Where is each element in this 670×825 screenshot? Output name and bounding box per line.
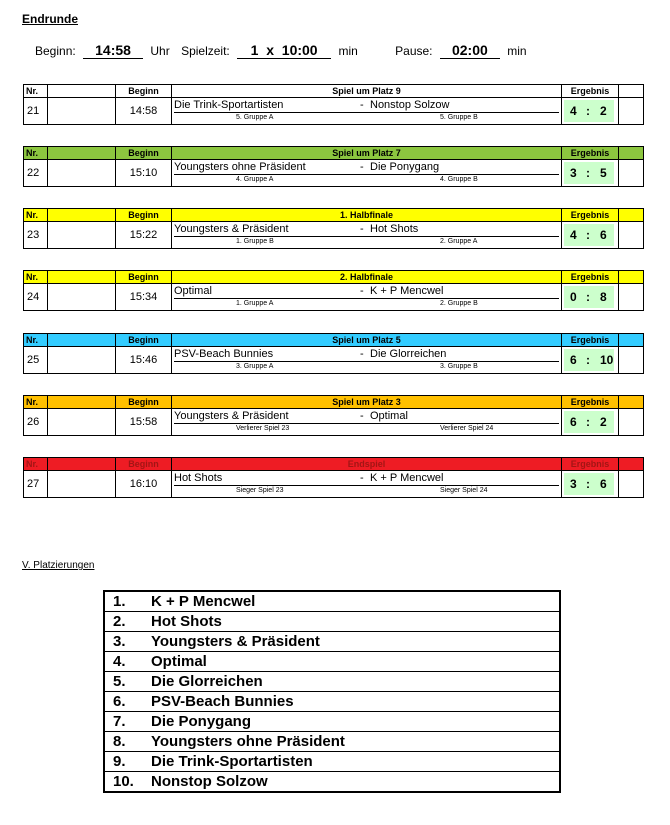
team-home: Youngsters & Präsident — [174, 410, 289, 422]
match-title: 2. Halbfinale — [172, 271, 562, 284]
score-home: 6 — [570, 415, 577, 429]
match-header — [24, 396, 644, 409]
score-away: 6 — [600, 477, 607, 491]
rank-number: 4. — [113, 653, 126, 670]
empty-cell — [48, 347, 116, 374]
team-home: PSV-Beach Bunnies — [174, 348, 274, 360]
game-cell — [172, 222, 562, 249]
qualifier-away: Verlierer Spiel 24 — [440, 425, 494, 432]
team-home: Youngsters ohne Präsident — [174, 161, 306, 173]
game-cell — [172, 160, 562, 187]
rank-team: Die Glorreichen — [151, 673, 263, 690]
rank-number: 3. — [113, 633, 126, 650]
match-header — [24, 147, 644, 160]
pause-label: Pause: — [395, 44, 433, 58]
qualifier-away: 2. Gruppe B — [440, 300, 478, 307]
nr-header: Nr. — [24, 271, 48, 284]
empty-header — [48, 396, 116, 409]
score-away: 5 — [600, 166, 607, 180]
score-separator: : — [586, 104, 590, 118]
team-away: Die Glorreichen — [370, 348, 447, 360]
nr-header: Nr. — [24, 85, 48, 98]
team-away: K + P Mencwel — [370, 472, 444, 484]
match-block — [23, 270, 643, 311]
score-separator: : — [586, 353, 590, 367]
match-block — [23, 146, 643, 187]
match-row — [24, 98, 644, 125]
match-title: Spiel um Platz 3 — [172, 396, 562, 409]
spielzeit-value: 1 x 10:00 — [237, 42, 331, 59]
match-row — [24, 160, 644, 187]
match-time: 15:58 — [116, 409, 172, 436]
score-separator: : — [586, 228, 590, 242]
ergebnis-header: Ergebnis — [562, 334, 619, 347]
match-time: 16:10 — [116, 471, 172, 498]
empty-cell — [619, 471, 644, 498]
match-number: 21 — [24, 98, 48, 125]
beginn-header: Beginn — [116, 334, 172, 347]
rank-team: Optimal — [151, 653, 207, 670]
ranking-row — [105, 732, 559, 752]
match-block — [23, 84, 643, 125]
rank-team: Nonstop Solzow — [151, 773, 268, 790]
placings-title: V. Platzierungen — [22, 560, 95, 571]
match-number: 23 — [24, 222, 48, 249]
versus-dash: - — [360, 223, 364, 235]
teams-line — [174, 410, 559, 424]
match-title: Endspiel — [172, 458, 562, 471]
empty-header — [619, 271, 644, 284]
teams-line — [174, 99, 559, 113]
score-separator: : — [586, 477, 590, 491]
rank-team: Youngsters & Präsident — [151, 633, 320, 650]
match-table — [23, 457, 644, 498]
empty-header — [48, 271, 116, 284]
match-block — [23, 395, 643, 436]
versus-dash: - — [360, 348, 364, 360]
rank-number: 2. — [113, 613, 126, 630]
versus-dash: - — [360, 285, 364, 297]
empty-cell — [48, 409, 116, 436]
versus-dash: - — [360, 472, 364, 484]
score-home: 6 — [570, 353, 577, 367]
qualifier-away: 2. Gruppe A — [440, 238, 478, 245]
empty-cell — [619, 98, 644, 125]
versus-dash: - — [360, 410, 364, 422]
qualifier-line — [174, 113, 559, 123]
rank-team: Youngsters ohne Präsident — [151, 733, 345, 750]
ranking-table — [103, 590, 561, 793]
rank-team: PSV-Beach Bunnies — [151, 693, 294, 710]
ranking-row — [105, 632, 559, 652]
ergebnis-header: Ergebnis — [562, 396, 619, 409]
result-cell — [562, 409, 619, 436]
spielzeit-label: Spielzeit: — [181, 44, 230, 58]
ranking-row — [105, 752, 559, 772]
qualifier-line — [174, 486, 559, 496]
team-away: Hot Shots — [370, 223, 419, 235]
match-table — [23, 208, 644, 249]
match-time: 15:22 — [116, 222, 172, 249]
nr-header: Nr. — [24, 147, 48, 160]
pause-unit: min — [507, 44, 527, 58]
nr-header: Nr. — [24, 209, 48, 222]
beginn-header: Beginn — [116, 396, 172, 409]
rank-number: 5. — [113, 673, 126, 690]
ranking-row — [105, 652, 559, 672]
team-away: K + P Mencwel — [370, 285, 444, 297]
empty-header — [619, 458, 644, 471]
match-header — [24, 271, 644, 284]
page-title: Endrunde — [22, 12, 78, 26]
ergebnis-header: Ergebnis — [562, 271, 619, 284]
score-away: 8 — [600, 290, 607, 304]
teams-line — [174, 223, 559, 237]
match-table — [23, 146, 644, 187]
team-home: Optimal — [174, 285, 212, 297]
timing-row — [35, 42, 549, 59]
score-away: 2 — [600, 104, 607, 118]
beginn-header: Beginn — [116, 209, 172, 222]
match-header — [24, 334, 644, 347]
team-away: Nonstop Solzow — [370, 99, 450, 111]
ranking-row — [105, 592, 559, 612]
match-number: 26 — [24, 409, 48, 436]
result-cell — [562, 471, 619, 498]
score-home: 4 — [570, 104, 577, 118]
score-box — [564, 286, 614, 308]
qualifier-home: 1. Gruppe B — [236, 238, 274, 245]
qualifier-away: 4. Gruppe B — [440, 176, 478, 183]
match-header — [24, 458, 644, 471]
versus-dash: - — [360, 99, 364, 111]
teams-line — [174, 285, 559, 299]
score-home: 3 — [570, 166, 577, 180]
empty-cell — [619, 347, 644, 374]
match-number: 25 — [24, 347, 48, 374]
qualifier-home: 4. Gruppe A — [236, 176, 274, 183]
score-away: 10 — [600, 353, 614, 367]
nr-header: Nr. — [24, 334, 48, 347]
qualifier-away: Sieger Spiel 24 — [440, 487, 488, 494]
rank-number: 10. — [113, 773, 134, 790]
score-separator: : — [586, 290, 590, 304]
score-box — [564, 162, 614, 184]
match-number: 24 — [24, 284, 48, 311]
match-table — [23, 395, 644, 436]
rank-number: 7. — [113, 713, 126, 730]
beginn-unit: Uhr — [150, 44, 170, 58]
match-table — [23, 333, 644, 374]
empty-cell — [48, 222, 116, 249]
ergebnis-header: Ergebnis — [562, 147, 619, 160]
match-time: 15:34 — [116, 284, 172, 311]
ranking-row — [105, 692, 559, 712]
beginn-value: 14:58 — [83, 42, 143, 59]
beginn-header: Beginn — [116, 85, 172, 98]
score-box — [564, 100, 614, 122]
beginn-header: Beginn — [116, 458, 172, 471]
beginn-header: Beginn — [116, 147, 172, 160]
qualifier-line — [174, 299, 559, 309]
match-number: 22 — [24, 160, 48, 187]
empty-cell — [48, 98, 116, 125]
game-cell — [172, 98, 562, 125]
empty-cell — [48, 284, 116, 311]
qualifier-line — [174, 175, 559, 185]
match-table — [23, 84, 644, 125]
empty-cell — [48, 471, 116, 498]
qualifier-home: 3. Gruppe A — [236, 363, 274, 370]
empty-cell — [619, 409, 644, 436]
result-cell — [562, 98, 619, 125]
match-row — [24, 347, 644, 374]
match-row — [24, 409, 644, 436]
match-table — [23, 270, 644, 311]
empty-header — [48, 209, 116, 222]
qualifier-home: Verlierer Spiel 23 — [236, 425, 290, 432]
match-time: 15:10 — [116, 160, 172, 187]
match-title: Spiel um Platz 5 — [172, 334, 562, 347]
score-home: 0 — [570, 290, 577, 304]
rank-number: 8. — [113, 733, 126, 750]
empty-cell — [48, 160, 116, 187]
team-away: Optimal — [370, 410, 408, 422]
beginn-label: Beginn: — [35, 44, 76, 58]
result-cell — [562, 160, 619, 187]
match-title: Spiel um Platz 7 — [172, 147, 562, 160]
match-title: 1. Halbfinale — [172, 209, 562, 222]
empty-header — [48, 85, 116, 98]
versus-dash: - — [360, 161, 364, 173]
qualifier-away: 5. Gruppe B — [440, 114, 478, 121]
empty-header — [48, 147, 116, 160]
qualifier-line — [174, 362, 559, 372]
empty-cell — [619, 222, 644, 249]
empty-header — [619, 85, 644, 98]
match-title: Spiel um Platz 9 — [172, 85, 562, 98]
ergebnis-header: Ergebnis — [562, 458, 619, 471]
score-home: 4 — [570, 228, 577, 242]
nr-header: Nr. — [24, 396, 48, 409]
match-number: 27 — [24, 471, 48, 498]
empty-header — [619, 209, 644, 222]
empty-header — [48, 334, 116, 347]
team-home: Youngsters & Präsident — [174, 223, 289, 235]
pause-value: 02:00 — [440, 42, 500, 59]
match-time: 14:58 — [116, 98, 172, 125]
game-cell — [172, 284, 562, 311]
rank-number: 6. — [113, 693, 126, 710]
teams-line — [174, 348, 559, 362]
result-cell — [562, 284, 619, 311]
qualifier-away: 3. Gruppe B — [440, 363, 478, 370]
result-cell — [562, 347, 619, 374]
qualifier-home: 1. Gruppe A — [236, 300, 274, 307]
match-time: 15:46 — [116, 347, 172, 374]
empty-cell — [619, 284, 644, 311]
score-box — [564, 473, 614, 495]
rank-team: Die Trink-Sportartisten — [151, 753, 313, 770]
team-away: Die Ponygang — [370, 161, 440, 173]
ranking-row — [105, 612, 559, 632]
score-home: 3 — [570, 477, 577, 491]
rank-number: 9. — [113, 753, 126, 770]
ranking-row — [105, 712, 559, 732]
spielzeit-unit: min — [338, 44, 358, 58]
game-cell — [172, 409, 562, 436]
team-home: Die Trink-Sportartisten — [174, 99, 284, 111]
match-block — [23, 333, 643, 374]
ranking-row — [105, 672, 559, 692]
qualifier-home: Sieger Spiel 23 — [236, 487, 284, 494]
match-header — [24, 209, 644, 222]
match-row — [24, 471, 644, 498]
score-away: 6 — [600, 228, 607, 242]
qualifier-line — [174, 424, 559, 434]
rank-number: 1. — [113, 593, 126, 610]
ergebnis-header: Ergebnis — [562, 85, 619, 98]
teams-line — [174, 472, 559, 486]
result-cell — [562, 222, 619, 249]
ranking-row — [105, 772, 559, 791]
empty-header — [619, 396, 644, 409]
score-away: 2 — [600, 415, 607, 429]
empty-header — [48, 458, 116, 471]
game-cell — [172, 347, 562, 374]
score-box — [564, 224, 614, 246]
empty-header — [619, 147, 644, 160]
beginn-header: Beginn — [116, 271, 172, 284]
score-separator: : — [586, 166, 590, 180]
rank-team: Hot Shots — [151, 613, 222, 630]
teams-line — [174, 161, 559, 175]
ergebnis-header: Ergebnis — [562, 209, 619, 222]
match-block — [23, 457, 643, 498]
empty-header — [619, 334, 644, 347]
qualifier-home: 5. Gruppe A — [236, 114, 274, 121]
game-cell — [172, 471, 562, 498]
rank-team: K + P Mencwel — [151, 593, 256, 610]
qualifier-line — [174, 237, 559, 247]
score-box — [564, 349, 614, 371]
match-row — [24, 284, 644, 311]
match-block — [23, 208, 643, 249]
nr-header: Nr. — [24, 458, 48, 471]
team-home: Hot Shots — [174, 472, 223, 484]
empty-cell — [619, 160, 644, 187]
rank-team: Die Ponygang — [151, 713, 252, 730]
match-row — [24, 222, 644, 249]
score-box — [564, 411, 614, 433]
match-header — [24, 85, 644, 98]
score-separator: : — [586, 415, 590, 429]
